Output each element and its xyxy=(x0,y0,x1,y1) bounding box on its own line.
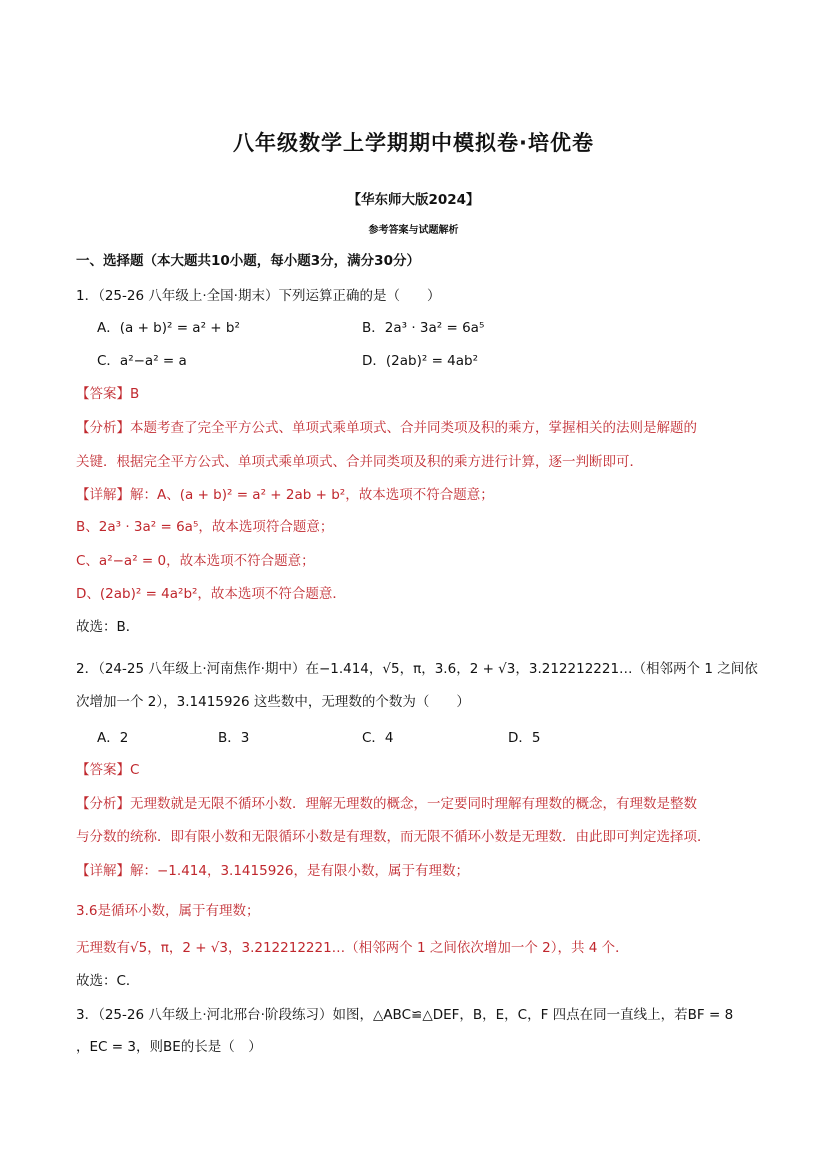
q2-detail-line3: 无理数有√5，π，2 + √3，3.212212221…（相邻两个 1 之间依次增加一个 2），共 4 个． xyxy=(76,940,629,956)
q1-detail-line4: D、(2ab)² = 4a²b²，故本选项不符合题意． xyxy=(76,586,346,602)
q2-option-c: C．4 xyxy=(362,730,394,746)
q1-option-a: A．(a + b)² = a² + b² xyxy=(97,320,240,336)
q1-detail-line1: 【详解】解：A、(a + b)² = a² + 2ab + b²，故本选项不符合题意； xyxy=(76,487,494,503)
answer-header: 参考答案与试题解析 xyxy=(368,225,459,236)
q1-analysis-line1: 【分析】本题考查了完全平方公式、单项式乘单项式、合并同类项及积的乘方，掌握相关的法则是解题的 xyxy=(76,420,697,436)
section-heading: 一、选择题（本大题共10小题，每小题3分，满分30分） xyxy=(76,253,420,269)
q2-stem-line2: 次增加一个 2），3.1415926 这些数中，无理数的个数为（ ） xyxy=(76,694,470,710)
q1-option-b: B．2a³ · 3a² = 6a⁵ xyxy=(362,320,485,336)
q1-detail-line2: B、2a³ · 3a² = 6a⁵，故本选项符合题意； xyxy=(76,519,334,535)
q1-analysis-line2: 关键．根据完全平方公式、单项式乘单项式、合并同类项及积的乘方进行计算，逐一判断即可． xyxy=(76,454,643,470)
q2-stem-line1: 2．（24-25 八年级上·河南焦作·期中）在−1.414，√5，π，3.6，2 + √3，3.212212221…（相邻两个 1 之间依 xyxy=(76,661,758,677)
q2-analysis-line1: 【分析】无理数就是无限不循环小数．理解无理数的概念，一定要同时理解有理数的概念，有理数是整数 xyxy=(76,796,697,812)
edition-label: 【华东师大版2024】 xyxy=(347,192,480,208)
q1-option-c: C．a²−a² = a xyxy=(97,353,187,369)
q1-stem: 1．（25-26 八年级上·全国·期末）下列运算正确的是（ ） xyxy=(76,288,441,304)
q2-option-b: B．3 xyxy=(218,730,250,746)
q2-choose: 故选：C． xyxy=(76,973,140,989)
q1-option-d: D．(2ab)² = 4ab² xyxy=(362,353,479,369)
q1-choose: 故选：B． xyxy=(76,619,140,635)
q2-option-d: D．5 xyxy=(508,730,541,746)
q2-answer: 【答案】C xyxy=(76,762,140,778)
q2-option-a: A．2 xyxy=(97,730,129,746)
q1-answer: 【答案】B xyxy=(76,386,140,402)
q2-analysis-line2: 与分数的统称．即有限小数和无限循环小数是有理数，而无限不循环小数是无理数．由此即可判定选择项． xyxy=(76,829,711,845)
q2-detail-line2: 3.6是循环小数，属于有理数； xyxy=(76,903,260,919)
q3-stem-line1: 3．（25-26 八年级上·河北邢台·阶段练习）如图，△ABC≌△DEF，B，E，C，F 四点在同一直线上，若BF = 8 xyxy=(76,1007,734,1023)
q3-stem-line2: ，EC = 3，则BE的长是（ ） xyxy=(76,1039,262,1055)
q1-detail-line3: C、a²−a² = 0，故本选项不符合题意； xyxy=(76,553,315,569)
q2-detail-line1: 【详解】解：−1.414，3.1415926，是有限小数，属于有理数； xyxy=(76,863,469,879)
page-title: 八年级数学上学期期中模拟卷·培优卷 xyxy=(233,131,594,155)
